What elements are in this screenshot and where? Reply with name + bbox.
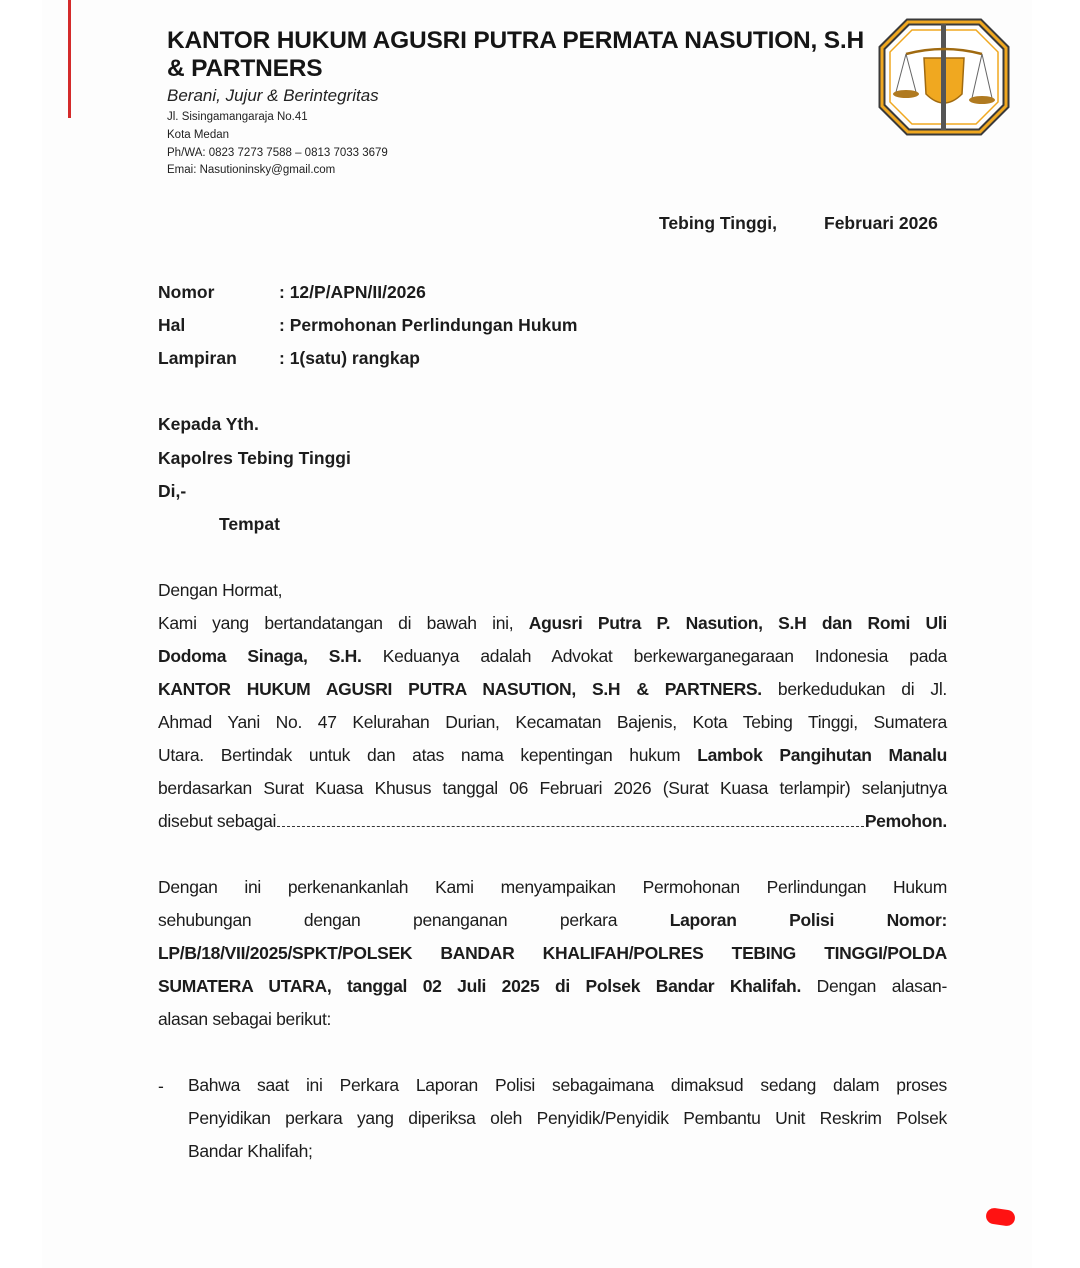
text-line: Bandar Khalifah;: [188, 1141, 313, 1161]
firm-name: [167, 27, 867, 83]
text-segment: Keduanya adalah Advokat berkewarganegaraan Indonesia pada: [382, 646, 947, 666]
letter-date: Februari 2026: [824, 213, 938, 233]
text-segment: berkedudukan di Jl.: [777, 679, 947, 699]
client-name: Lambok Pangihutan Manalu: [697, 745, 947, 765]
meta-value: : 1(satu) rangkap: [279, 348, 420, 368]
margin-red-line: [68, 0, 71, 118]
text-segment: Kami yang bertandatangan di bawah ini,: [158, 613, 514, 633]
meta-label: Lampiran: [158, 348, 237, 368]
meta-label: Nomor: [158, 282, 215, 302]
meta-value: : 12/P/APN/II/2026: [279, 282, 426, 302]
recipient-line-1: Kepada Yth.: [158, 414, 259, 434]
advocate-names: Agusri Putra P. Nasution, S.H dan Romi Uli: [528, 613, 947, 633]
text-line: Dengan ini perkenankanlah Kami menyampaikan Permohonan Perlindungan Hukum: [158, 877, 947, 897]
party-label: Pemohon.: [864, 811, 947, 831]
report-number: LP/B/18/VII/2025/SPKT/POLSEK BANDAR KHALIFAH/POLRES TEBING TINGGI/POLDA: [158, 943, 947, 963]
text-line: alasan sebagai berikut:: [158, 1009, 332, 1029]
firm-tagline: Berani, Jujur & Berintegritas: [167, 86, 379, 105]
firm-name-inline: KANTOR HUKUM AGUSRI PUTRA NASUTION, S.H & PARTNERS.: [158, 679, 762, 699]
text-line: [158, 805, 947, 838]
bullet-item: [188, 1069, 947, 1168]
firm-name-line-1: KANTOR HUKUM AGUSRI PUTRA PERMATA NASUTION, S.H: [167, 27, 865, 54]
firm-email: Emai: Nasutioninsky@gmail.com: [167, 164, 336, 176]
recipient-line-4: Tempat: [219, 514, 280, 534]
firm-city: Kota Medan: [167, 129, 230, 141]
text-line: Bahwa saat ini Perkara Laporan Polisi sebagaimana dimaksud sedang dalam proses: [188, 1075, 947, 1095]
bullet-marker: -: [158, 1076, 164, 1096]
text-line: Penyidikan perkara yang diperiksa oleh Penyidik/Penyidik Pembantu Unit Reskrim Polsek: [188, 1108, 947, 1128]
advocate-names: Dodoma Sinaga, S.H.: [158, 646, 362, 666]
firm-address: Jl. Sisingamangaraja No.41: [167, 111, 308, 123]
report-label: Laporan Polisi Nomor:: [669, 910, 948, 930]
recipient-line-2: Kapolres Tebing Tinggi: [158, 448, 351, 468]
letter-place: Tebing Tinggi,: [659, 213, 777, 233]
text-segment: Dengan alasan-: [816, 976, 947, 996]
recipient-line-3: Di,-: [158, 481, 187, 501]
paragraph-2: [158, 871, 947, 1036]
meta-label: Hal: [158, 315, 186, 335]
text-segment: sehubungan dengan penanganan perkara: [158, 910, 618, 930]
text-line: Ahmad Yani No. 47 Kelurahan Durian, Kecamatan Bajenis, Kota Tebing Tinggi, Sumatera: [158, 712, 947, 732]
text-segment: disebut sebagai: [158, 811, 277, 831]
dashed-leader: [277, 825, 864, 827]
scales-of-justice-logo-icon: [878, 18, 1010, 136]
text-segment: Utara. Bertindak untuk dan atas nama kepentingan hukum: [158, 745, 681, 765]
firm-phone: Ph/WA: 0823 7273 7588 – 0813 7033 3679: [167, 147, 388, 159]
salutation: [158, 574, 947, 607]
report-detail: SUMATERA UTARA, tanggal 02 Juli 2025 di Polsek Bandar Khalifah.: [158, 976, 802, 996]
text-line: berdasarkan Surat Kuasa Khusus tanggal 06 Februari 2026 (Surat Kuasa terlampir) selanjutnya: [158, 778, 947, 798]
salutation-text: Dengan Hormat,: [158, 580, 283, 600]
paragraph-1: [158, 607, 947, 838]
firm-name-line-2: & PARTNERS: [167, 55, 323, 82]
meta-value: : Permohonan Perlindungan Hukum: [279, 315, 578, 335]
